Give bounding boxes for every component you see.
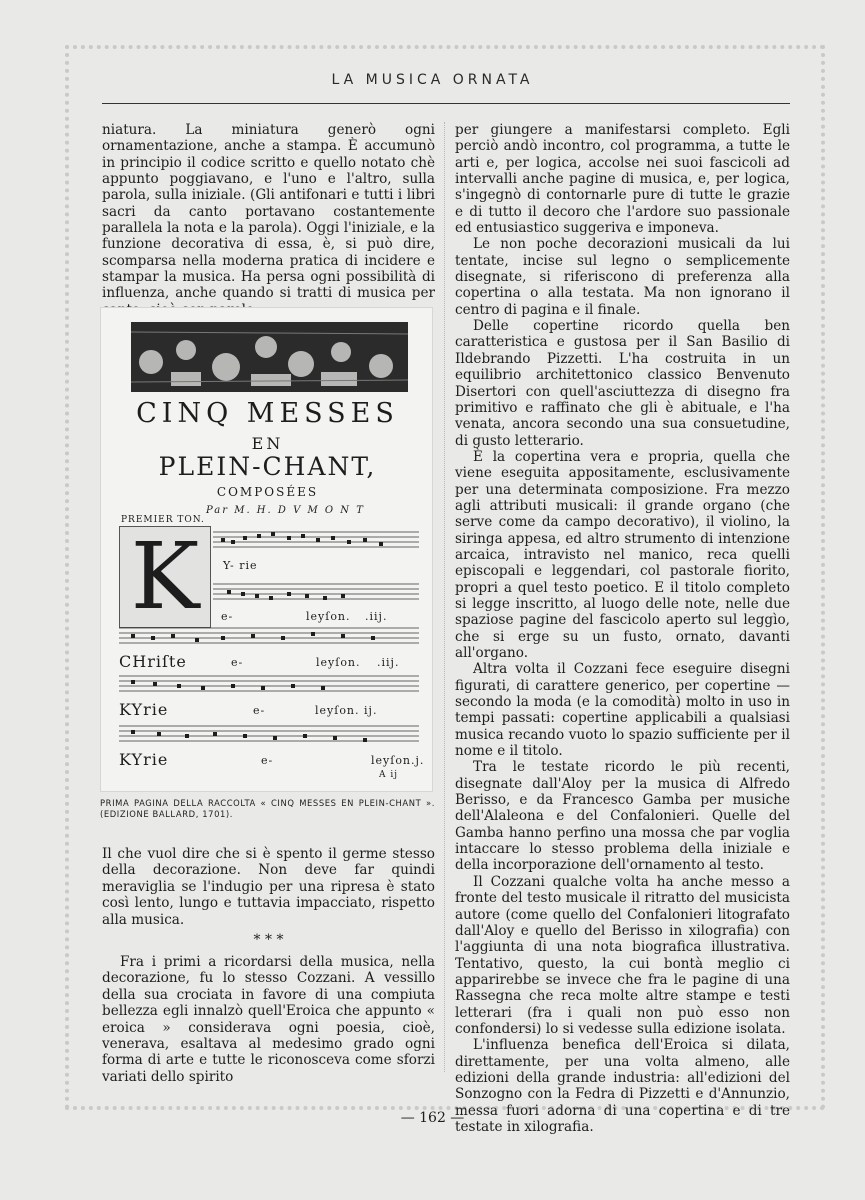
- lyric-kyrie-3: KYrie: [119, 750, 169, 769]
- right-paragraph-3: Delle copertine ricordo quella ben caratteristica e gustosa per il San Basilio di Ildebrando Pizzetti. L'ha costruita in un equilibrio architettonico classico Benvenuto Disertori con quell'asciuttezza di disegno fra primitivo e raffinato che gli è abituale, e l'ha venata, ancora secondo una sua consuetudine, di gusto letterario.: [455, 318, 790, 449]
- lyric-e-4: e-: [261, 754, 274, 767]
- lyric-e-1: e-: [221, 610, 234, 623]
- lyric-eleison-3: leyſon. ij.: [315, 704, 378, 717]
- left-paragraph-2: Il che vuol dire che si è spento il germe stesso della decorazione. Non deve far quindi meraviglia se l'indugio per una ripresa è stato così lento, lungo e tuttavia impacciato, rispetto alla musica.: [102, 846, 435, 928]
- right-paragraph-4: È la copertina vera e propria, quella che viene eseguita appositamente, esclusivamente per una determinata composizione. Fra mezzo agli attributi musicali: il grande organo (che serve come da campo decorativo), il violino, la siringa appesa, ed altro strumento di intenzione arcaica, intravisto nel manico, reca quelli episcopali e leggendari, col pastorale fiorito, propri a quel testo poetico. E il titolo completo si legge inscritto, al luogo delle note, nelle due spaziose pagine del fascicolo aperto sul leggìo, che si erge su un fusto, ornato, davanti all'organo.: [455, 448, 790, 661]
- section-stars: * * *: [253, 932, 284, 949]
- music-page-figure: [100, 307, 433, 792]
- lyric-eleison-1: leyſon.: [306, 610, 351, 623]
- left-paragraph-3: Fra i primi a ricordarsi della musica, nella decorazione, fu lo stesso Cozzani. A vessillo della sua crociata in favore di una compiuta bellezza egli innalzò quell'Eroica che appunto « eroica » considerava ogni poesia, cioè, venerava, esaltava al medesimo grado ogni forma di arte e tutte le riconosceva come sforzi variati dello spirito: [102, 954, 435, 1085]
- signature-mark: A ij: [379, 770, 399, 780]
- running-header: LA MUSICA ORNATA: [331, 72, 534, 88]
- right-paragraph-5: Altra volta il Cozzani fece eseguire disegni figurati, di carattere generico, per copertine — secondo la moda (e la comodità) molto in uso in tempi passati: copertine applicabili a qualsiasi musica recando vuoto lo spazio sufficiente per il nome e il titolo.: [455, 661, 790, 760]
- left-column-bottom: [102, 846, 435, 1085]
- lyric-christe: CHriſte: [119, 652, 187, 671]
- figure-author: Par M. H. D V M O N T: [206, 505, 365, 516]
- lyric-repeat-2: .iij.: [377, 656, 400, 669]
- right-column: [455, 122, 790, 1135]
- figure-title-line-3: PLEIN-CHANT,: [158, 452, 377, 481]
- right-paragraph-8: L'influenza benefica dell'Eroica si dilata, direttamente, per una volta almeno, alle edizioni della grande industria: all'edizioni del Sonzogno con la Fedra di Pizzetti e d'Annunzio, messa fuori adorna di una copertina e di tre testate in xilografia.: [455, 1037, 790, 1135]
- figure-title-line-2: EN: [251, 434, 284, 453]
- page-number: — 162 —: [400, 1110, 465, 1126]
- right-paragraph-1: per giungere a manifestarsi completo. Egli perciò andò incontro, col programma, a tutte le arti e, per logica, accolse nei suoi fascicoli ad intervalli anche pagine di musica, e, per logica, s'ingegnò di contornarle pure di tutte le grazie e di tutto il decoro che l'ardore suo passionale ed entusiastico suggeriva e imponeva.: [455, 122, 790, 237]
- column-divider: [444, 122, 445, 1072]
- lyric-kyrie-1: Y- rie: [223, 559, 258, 572]
- decorated-initial: K: [119, 526, 211, 628]
- lyric-repeat-1: .iij.: [365, 610, 388, 623]
- music-staves: [101, 308, 433, 792]
- header-rule: [102, 103, 790, 104]
- figure-caption: PRIMA PAGINA DELLA RACCOLTA « CINQ MESSES EN PLEIN-CHANT ». (EDIZIONE BALLARD, 1701).: [100, 798, 435, 819]
- right-paragraph-2: Le non poche decorazioni musicali da lui tentate, incise sul legno o semplicemente disegnate, si riferiscono di preferenza alla copertina o alla testata. Ma non ignorano il centro di pagina e il finale.: [455, 236, 790, 318]
- lyric-e-2: e-: [231, 656, 244, 669]
- figure-title-line-1: CINQ MESSES: [136, 398, 399, 429]
- left-column-top: [102, 122, 435, 318]
- lyric-e-3: e-: [253, 704, 266, 717]
- lyric-kyrie-2: KYrie: [119, 700, 169, 719]
- right-paragraph-6: Tra le testate ricordo le più recenti, disegnate dall'Aloy per la musica di Alfredo Berisso, e da Francesco Gamba per musiche dell'Alaleona e del Confalonieri. Quelle del Gamba hanno perfino una mossa che par voglia intaccare lo stesso problema della iniziale e della incorporazione dell'ornamento al testo.: [455, 759, 790, 874]
- lyric-eleison-2: leyſon.: [316, 656, 361, 669]
- lyric-eleison-4: leyſon.j.: [371, 754, 425, 767]
- figure-mode-label: PREMIER TON.: [121, 515, 205, 525]
- figure-title-line-4: COMPOSÉES: [216, 485, 319, 499]
- left-paragraph-1: niatura. La miniatura generò ogni ornamentazione, anche a stampa. È accumunò in principio il codice scritto e quello notato chè appunto poggiavano, e l'uno e l'altro, sulla parola, sulla iniziale. (Gli antifonari e tutti i libri sacri da canto portavano costantemente parallela la nota e la parola). Oggi l'iniziale, e la funzione decorativa di essa, è, si può dire, scomparsa nella moderna pratica di incidere e stampar la musica. Ha persa ogni possibilità di influenza, anche quando si tratti di musica per: [102, 122, 435, 302]
- right-paragraph-7: Il Cozzani qualche volta ha anche messo a fronte del testo musicale il ritratto del musicista autore (come quello del Confalonieri litografato dall'Aloy e quello del Berisso in xilografia) con l'aggiunta di una nota biografica illustrativa. Tentativo, questo, la cui bontà meglio ci apparirebbe se invece che fra le pagine di una Rassegna che reca molte altre stampe e testi letterari (fra i quali non può esso non confondersi) lo si vedesse sulla edizione isolata.: [455, 873, 790, 1037]
